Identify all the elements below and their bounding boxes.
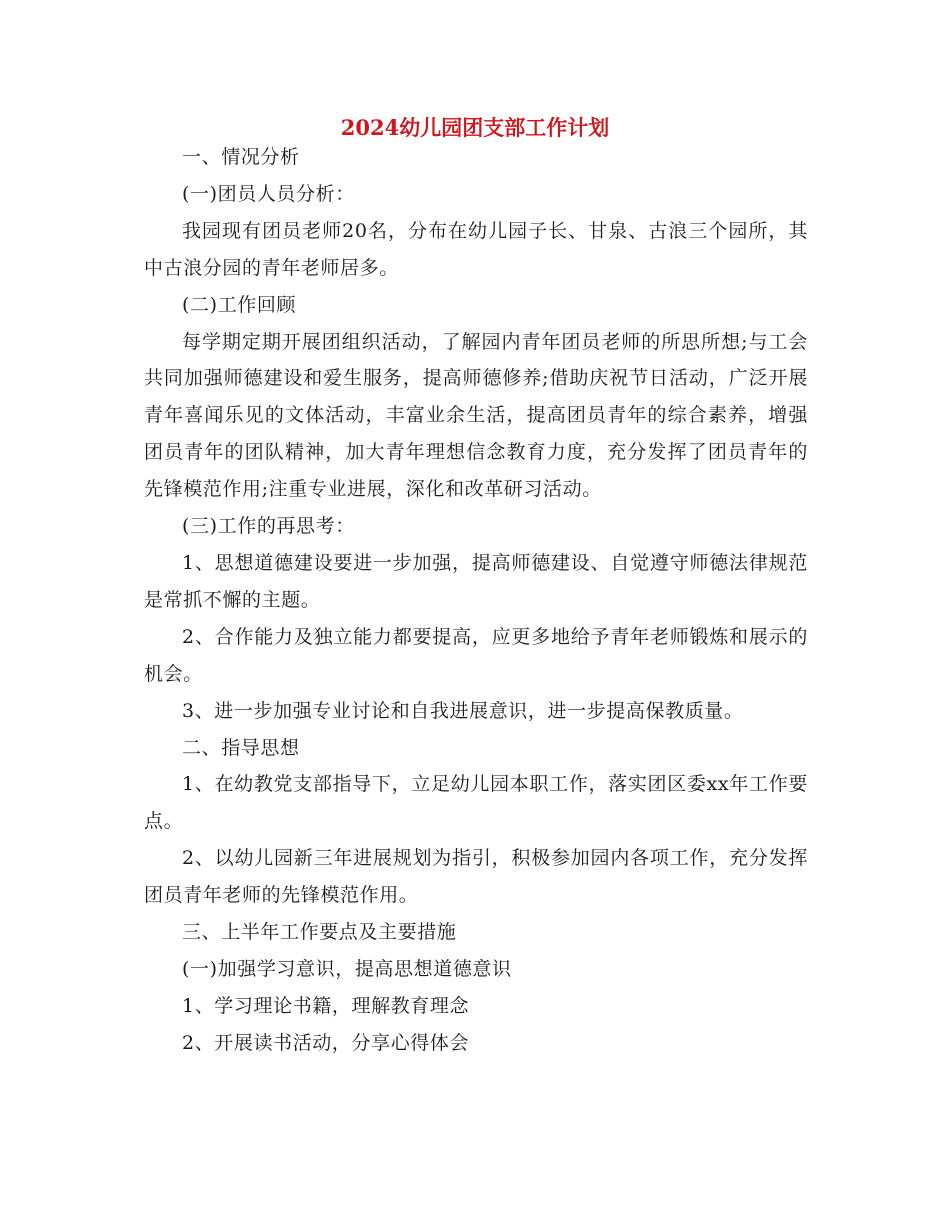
list-item: 2、以幼儿园新三年进展规划为指引，积极参加园内各项工作，充分发挥团员青年老师的先锋模范作用。 [144,847,808,907]
document-title: 2024幼儿园团支部工作计划 [340,115,610,140]
section-heading: 三、上半年工作要点及主要措施 [182,921,457,944]
section-heading: 一、情况分析 [182,146,300,168]
body-paragraph: 我园现有团员老师20名，分布在幼儿园子长、甘泉、古浪三个园所，其中古浪分园的青年老师居多。 [144,219,808,279]
list-item: 1、学习理论书籍，理解教育理念 [182,994,470,1017]
list-item: 1、在幼教党支部指导下，立足幼儿园本职工作，落实团区委xx年工作要点。 [144,773,808,833]
list-item: 1、思想道德建设要进一步加强，提高师德建设、自觉遵守师德法律规范是常抓不懈的主题。 [144,551,808,611]
section-heading: 二、指导思想 [182,736,300,759]
list-item: 2、开展读书活动，分享心得体会 [182,1031,470,1054]
list-item: 2、合作能力及独立能力都要提高，应更多地给予青年老师锻炼和展示的机会。 [144,625,808,685]
list-item: 3、进一步加强专业讨论和自我进展意识，进一步提高保教质量。 [182,699,744,722]
body-paragraph: 每学期定期开展团组织活动，了解园内青年团员老师的所思所想;与工会共同加强师德建设和爱生服务，提高师德修养;借助庆祝节日活动，广泛开展青年喜闻乐见的文体活动，丰富业余生活，提高团员青年的综合素养，增强团员青年的团队精神，加大青年理想信念教育力度，充分发挥了团员青年的先锋模范作用;注重专业进展，深化和改革研习活动。 [144,330,808,501]
subsection-heading: (一)加强学习意识，提高思想道德意识 [182,957,512,980]
subsection-heading: (二)工作回顾 [182,293,297,316]
subsection-heading: (三)工作的再思考： [182,515,355,538]
subsection-heading: (一)团员人员分析： [182,182,355,205]
document-body [144,139,808,1062]
